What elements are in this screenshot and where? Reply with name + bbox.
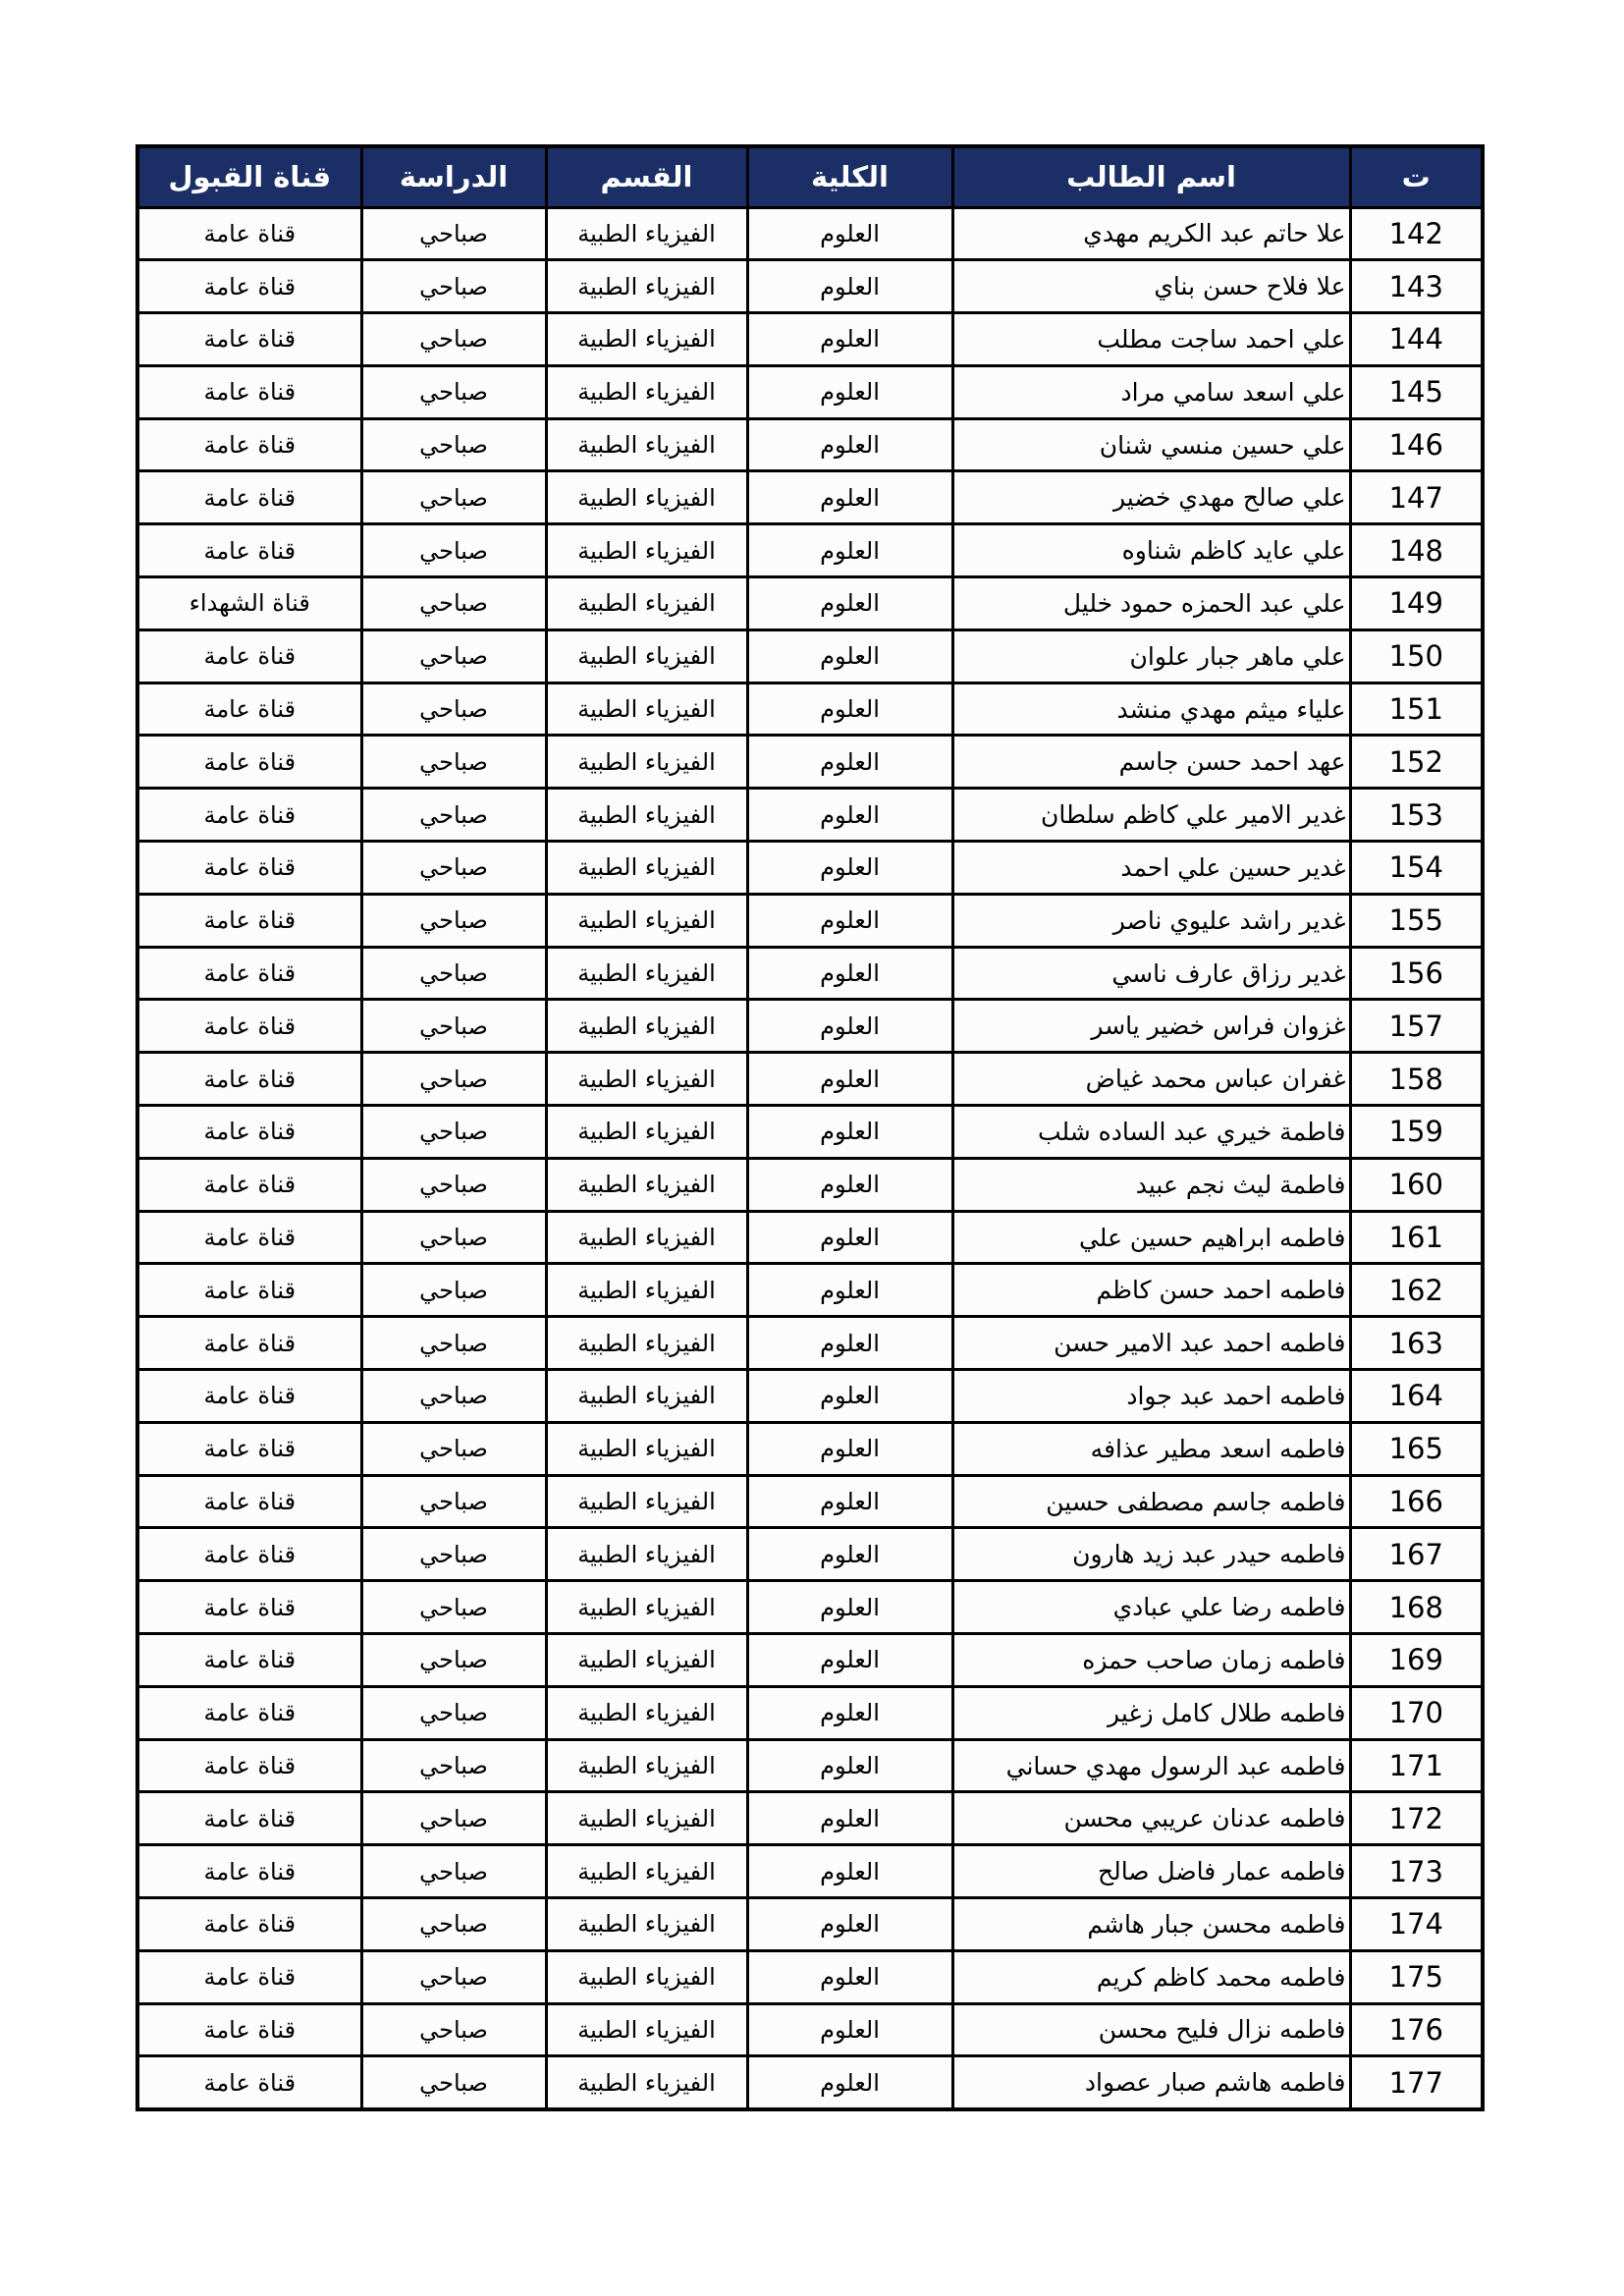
cell-college: العلوم [747, 1106, 952, 1159]
cell-index: 162 [1350, 1264, 1483, 1317]
table-row [137, 629, 1483, 683]
cell-student-name: فاطمه عدنان عريبي محسن [952, 1792, 1350, 1845]
cell-channel: قناة عامة [137, 471, 361, 524]
cell-student-name: غدير راشد عليوي ناصر [952, 894, 1350, 947]
cell-index: 161 [1350, 1211, 1483, 1264]
students-table [135, 144, 1485, 2111]
cell-index: 166 [1350, 1475, 1483, 1528]
cell-index: 159 [1350, 1106, 1483, 1159]
cell-college: العلوم [747, 1211, 952, 1264]
cell-channel: قناة عامة [137, 260, 361, 313]
cell-channel: قناة عامة [137, 1106, 361, 1159]
table-row [137, 313, 1483, 366]
cell-channel: قناة عامة [137, 894, 361, 947]
cell-index: 163 [1350, 1317, 1483, 1370]
header-cell-study: الدراسة [361, 146, 546, 207]
cell-student-name: علي صالح مهدي خضير [952, 471, 1350, 524]
cell-index: 143 [1350, 260, 1483, 313]
cell-study: صباحي [361, 260, 546, 313]
cell-index: 175 [1350, 1950, 1483, 2003]
table-row [137, 1634, 1483, 1687]
table-row [137, 365, 1483, 418]
cell-college: العلوم [747, 842, 952, 895]
cell-college: العلوم [747, 736, 952, 789]
cell-index: 149 [1350, 577, 1483, 630]
table-row [137, 1686, 1483, 1739]
cell-channel: قناة عامة [137, 1211, 361, 1264]
cell-student-name: فاطمه حيدر عبد زيد هارون [952, 1528, 1350, 1581]
cell-department: الفيزياء الطبية [546, 894, 747, 947]
cell-channel: قناة عامة [137, 1475, 361, 1528]
cell-student-name: فاطمه احمد عبد الامير حسن [952, 1317, 1350, 1370]
cell-study: صباحي [361, 683, 546, 736]
cell-college: العلوم [747, 418, 952, 471]
cell-department: الفيزياء الطبية [546, 1370, 747, 1423]
header-cell-department: القسم [546, 146, 747, 207]
cell-department: الفيزياء الطبية [546, 1739, 747, 1792]
cell-college: العلوم [747, 1898, 952, 1951]
cell-study: صباحي [361, 842, 546, 895]
cell-channel: قناة عامة [137, 1634, 361, 1687]
table-row [137, 1158, 1483, 1211]
table-row [137, 894, 1483, 947]
cell-index: 155 [1350, 894, 1483, 947]
cell-index: 148 [1350, 524, 1483, 577]
cell-department: الفيزياء الطبية [546, 313, 747, 366]
cell-study: صباحي [361, 1106, 546, 1159]
table-row [137, 683, 1483, 736]
header-cell-index: ت [1350, 146, 1483, 207]
cell-study: صباحي [361, 577, 546, 630]
cell-student-name: فاطمه نزال فليح محسن [952, 2003, 1350, 2056]
cell-student-name: علا فلاح حسن بناي [952, 260, 1350, 313]
cell-study: صباحي [361, 789, 546, 842]
cell-college: العلوم [747, 524, 952, 577]
table-row [137, 1422, 1483, 1475]
cell-department: الفيزياء الطبية [546, 683, 747, 736]
cell-index: 174 [1350, 1898, 1483, 1951]
cell-student-name: فاطمه عبد الرسول مهدي حساني [952, 1739, 1350, 1792]
cell-index: 157 [1350, 1000, 1483, 1053]
cell-college: العلوم [747, 1792, 952, 1845]
cell-index: 151 [1350, 683, 1483, 736]
cell-index: 147 [1350, 471, 1483, 524]
table-row [137, 2003, 1483, 2056]
cell-index: 164 [1350, 1370, 1483, 1423]
cell-study: صباحي [361, 1211, 546, 1264]
cell-channel: قناة عامة [137, 2003, 361, 2056]
cell-student-name: فاطمه محسن جبار هاشم [952, 1898, 1350, 1951]
cell-department: الفيزياء الطبية [546, 524, 747, 577]
cell-department: الفيزياء الطبية [546, 365, 747, 418]
table-row [137, 1370, 1483, 1423]
cell-study: صباحي [361, 365, 546, 418]
cell-study: صباحي [361, 1158, 546, 1211]
cell-channel: قناة الشهداء [137, 577, 361, 630]
cell-department: الفيزياء الطبية [546, 1634, 747, 1687]
cell-study: صباحي [361, 629, 546, 683]
table-row [137, 1264, 1483, 1317]
table-row [137, 260, 1483, 313]
cell-department: الفيزياء الطبية [546, 1422, 747, 1475]
cell-study: صباحي [361, 894, 546, 947]
cell-college: العلوم [747, 207, 952, 260]
cell-college: العلوم [747, 1634, 952, 1687]
cell-department: الفيزياء الطبية [546, 1845, 747, 1898]
cell-channel: قناة عامة [137, 2056, 361, 2109]
cell-department: الفيزياء الطبية [546, 947, 747, 1000]
cell-college: العلوم [747, 1317, 952, 1370]
cell-college: العلوم [747, 1475, 952, 1528]
cell-channel: قناة عامة [137, 947, 361, 1000]
cell-index: 153 [1350, 789, 1483, 842]
cell-student-name: علي عبد الحمزه حمود خليل [952, 577, 1350, 630]
cell-index: 167 [1350, 1528, 1483, 1581]
cell-study: صباحي [361, 1581, 546, 1634]
cell-study: صباحي [361, 947, 546, 1000]
cell-channel: قناة عامة [137, 207, 361, 260]
table-row [137, 471, 1483, 524]
cell-student-name: غدير حسين علي احمد [952, 842, 1350, 895]
table-row [137, 1106, 1483, 1159]
header-cell-channel: قناة القبول [137, 146, 361, 207]
table-row [137, 1053, 1483, 1106]
cell-index: 156 [1350, 947, 1483, 1000]
cell-student-name: غدير رزاق عارف ناسي [952, 947, 1350, 1000]
header-row [137, 146, 1483, 207]
cell-index: 154 [1350, 842, 1483, 895]
cell-index: 150 [1350, 629, 1483, 683]
table-row [137, 577, 1483, 630]
cell-student-name: غفران عباس محمد غياض [952, 1053, 1350, 1106]
cell-college: العلوم [747, 1950, 952, 2003]
cell-channel: قناة عامة [137, 524, 361, 577]
cell-channel: قناة عامة [137, 1792, 361, 1845]
cell-index: 160 [1350, 1158, 1483, 1211]
cell-channel: قناة عامة [137, 1898, 361, 1951]
table-row [137, 1211, 1483, 1264]
cell-channel: قناة عامة [137, 1950, 361, 2003]
cell-channel: قناة عامة [137, 1158, 361, 1211]
cell-college: العلوم [747, 1264, 952, 1317]
table-row [137, 1792, 1483, 1845]
table-row [137, 1528, 1483, 1581]
cell-college: العلوم [747, 1528, 952, 1581]
cell-student-name: غدير الامير علي كاظم سلطان [952, 789, 1350, 842]
cell-department: الفيزياء الطبية [546, 1158, 747, 1211]
cell-department: الفيزياء الطبية [546, 1317, 747, 1370]
cell-student-name: عهد احمد حسن جاسم [952, 736, 1350, 789]
header-cell-college: الكلية [747, 146, 952, 207]
cell-college: العلوم [747, 1053, 952, 1106]
cell-student-name: فاطمه طلال كامل زغير [952, 1686, 1350, 1739]
cell-department: الفيزياء الطبية [546, 1000, 747, 1053]
table-row [137, 1950, 1483, 2003]
cell-college: العلوم [747, 789, 952, 842]
cell-study: صباحي [361, 1898, 546, 1951]
header-cell-name: اسم الطالب [952, 146, 1350, 207]
cell-student-name: علا حاتم عبد الكريم مهدي [952, 207, 1350, 260]
cell-department: الفيزياء الطبية [546, 1950, 747, 2003]
cell-department: الفيزياء الطبية [546, 1053, 747, 1106]
cell-channel: قناة عامة [137, 1317, 361, 1370]
cell-index: 146 [1350, 418, 1483, 471]
cell-study: صباحي [361, 1792, 546, 1845]
table-row [137, 736, 1483, 789]
cell-index: 168 [1350, 1581, 1483, 1634]
cell-student-name: علي عايد كاظم شناوه [952, 524, 1350, 577]
table-row [137, 2056, 1483, 2109]
cell-department: الفيزياء الطبية [546, 471, 747, 524]
cell-student-name: فاطمه زمان صاحب حمزه [952, 1634, 1350, 1687]
cell-channel: قناة عامة [137, 1845, 361, 1898]
cell-channel: قناة عامة [137, 1053, 361, 1106]
cell-study: صباحي [361, 313, 546, 366]
cell-college: العلوم [747, 629, 952, 683]
cell-index: 152 [1350, 736, 1483, 789]
cell-department: الفيزياء الطبية [546, 736, 747, 789]
cell-college: العلوم [747, 1845, 952, 1898]
table-row [137, 1845, 1483, 1898]
cell-department: الفيزياء الطبية [546, 207, 747, 260]
table-row [137, 947, 1483, 1000]
cell-index: 165 [1350, 1422, 1483, 1475]
cell-channel: قناة عامة [137, 629, 361, 683]
cell-study: صباحي [361, 1422, 546, 1475]
cell-channel: قناة عامة [137, 842, 361, 895]
cell-department: الفيزياء الطبية [546, 260, 747, 313]
cell-channel: قناة عامة [137, 1528, 361, 1581]
cell-study: صباحي [361, 207, 546, 260]
cell-study: صباحي [361, 1264, 546, 1317]
cell-index: 169 [1350, 1634, 1483, 1687]
table-row [137, 1581, 1483, 1634]
cell-department: الفيزياء الطبية [546, 629, 747, 683]
cell-study: صباحي [361, 418, 546, 471]
cell-college: العلوم [747, 1686, 952, 1739]
cell-department: الفيزياء الطبية [546, 1792, 747, 1845]
cell-study: صباحي [361, 1634, 546, 1687]
cell-study: صباحي [361, 1053, 546, 1106]
table-row [137, 1898, 1483, 1951]
cell-channel: قناة عامة [137, 1000, 361, 1053]
cell-student-name: فاطمه احمد عبد جواد [952, 1370, 1350, 1423]
cell-college: العلوم [747, 683, 952, 736]
cell-study: صباحي [361, 1000, 546, 1053]
cell-college: العلوم [747, 471, 952, 524]
cell-channel: قناة عامة [137, 1422, 361, 1475]
cell-department: الفيزياء الطبية [546, 2056, 747, 2109]
cell-student-name: غزوان فراس خضير ياسر [952, 1000, 1350, 1053]
cell-college: العلوم [747, 313, 952, 366]
cell-channel: قناة عامة [137, 1581, 361, 1634]
cell-department: الفيزياء الطبية [546, 1581, 747, 1634]
cell-college: العلوم [747, 2056, 952, 2109]
cell-college: العلوم [747, 1581, 952, 1634]
cell-department: الفيزياء الطبية [546, 418, 747, 471]
cell-study: صباحي [361, 1528, 546, 1581]
cell-student-name: فاطمه هاشم صبار عصواد [952, 2056, 1350, 2109]
cell-department: الفيزياء الطبية [546, 1211, 747, 1264]
cell-index: 177 [1350, 2056, 1483, 2109]
cell-college: العلوم [747, 1739, 952, 1792]
cell-department: الفيزياء الطبية [546, 1686, 747, 1739]
cell-study: صباحي [361, 1475, 546, 1528]
cell-channel: قناة عامة [137, 365, 361, 418]
cell-channel: قناة عامة [137, 683, 361, 736]
table-row [137, 1739, 1483, 1792]
cell-college: العلوم [747, 1000, 952, 1053]
cell-study: صباحي [361, 736, 546, 789]
cell-channel: قناة عامة [137, 1739, 361, 1792]
cell-student-name: علي حسين منسي شنان [952, 418, 1350, 471]
cell-college: العلوم [747, 2003, 952, 2056]
cell-channel: قناة عامة [137, 418, 361, 471]
cell-channel: قناة عامة [137, 313, 361, 366]
cell-student-name: فاطمه عمار فاضل صالح [952, 1845, 1350, 1898]
cell-index: 171 [1350, 1739, 1483, 1792]
table-row [137, 1475, 1483, 1528]
cell-student-name: علي اسعد سامي مراد [952, 365, 1350, 418]
cell-index: 170 [1350, 1686, 1483, 1739]
cell-college: العلوم [747, 365, 952, 418]
cell-student-name: فاطمة خيري عبد الساده شلب [952, 1106, 1350, 1159]
cell-student-name: فاطمه محمد كاظم كريم [952, 1950, 1350, 2003]
cell-study: صباحي [361, 2056, 546, 2109]
cell-student-name: فاطمة ليث نجم عبيد [952, 1158, 1350, 1211]
cell-channel: قناة عامة [137, 789, 361, 842]
cell-department: الفيزياء الطبية [546, 1106, 747, 1159]
cell-college: العلوم [747, 577, 952, 630]
cell-college: العلوم [747, 894, 952, 947]
cell-college: العلوم [747, 1422, 952, 1475]
cell-channel: قناة عامة [137, 1264, 361, 1317]
cell-student-name: فاطمه ابراهيم حسين علي [952, 1211, 1350, 1264]
cell-department: الفيزياء الطبية [546, 789, 747, 842]
cell-department: الفيزياء الطبية [546, 1264, 747, 1317]
cell-student-name: علياء ميثم مهدي منشد [952, 683, 1350, 736]
cell-college: العلوم [747, 947, 952, 1000]
cell-department: الفيزياء الطبية [546, 1528, 747, 1581]
cell-study: صباحي [361, 471, 546, 524]
table-row [137, 207, 1483, 260]
cell-study: صباحي [361, 1317, 546, 1370]
cell-study: صباحي [361, 1686, 546, 1739]
cell-department: الفيزياء الطبية [546, 1475, 747, 1528]
cell-student-name: فاطمه احمد حسن كاظم [952, 1264, 1350, 1317]
cell-study: صباحي [361, 1950, 546, 2003]
cell-college: العلوم [747, 260, 952, 313]
cell-college: العلوم [747, 1158, 952, 1211]
cell-department: الفيزياء الطبية [546, 1898, 747, 1951]
cell-index: 176 [1350, 2003, 1483, 2056]
cell-study: صباحي [361, 1370, 546, 1423]
cell-study: صباحي [361, 1845, 546, 1898]
cell-index: 158 [1350, 1053, 1483, 1106]
cell-index: 172 [1350, 1792, 1483, 1845]
cell-channel: قناة عامة [137, 1686, 361, 1739]
cell-student-name: علي احمد ساجت مطلب [952, 313, 1350, 366]
cell-college: العلوم [747, 1370, 952, 1423]
cell-department: الفيزياء الطبية [546, 2003, 747, 2056]
cell-student-name: علي ماهر جبار علوان [952, 629, 1350, 683]
cell-department: الفيزياء الطبية [546, 842, 747, 895]
cell-channel: قناة عامة [137, 1370, 361, 1423]
table-row [137, 524, 1483, 577]
table-row [137, 842, 1483, 895]
cell-index: 144 [1350, 313, 1483, 366]
cell-index: 173 [1350, 1845, 1483, 1898]
cell-study: صباحي [361, 1739, 546, 1792]
cell-student-name: فاطمه اسعد مطير عذافه [952, 1422, 1350, 1475]
table-row [137, 789, 1483, 842]
cell-student-name: فاطمه جاسم مصطفى حسين [952, 1475, 1350, 1528]
cell-study: صباحي [361, 524, 546, 577]
cell-study: صباحي [361, 2003, 546, 2056]
table-row [137, 1000, 1483, 1053]
table-row [137, 418, 1483, 471]
cell-department: الفيزياء الطبية [546, 577, 747, 630]
cell-channel: قناة عامة [137, 736, 361, 789]
cell-index: 142 [1350, 207, 1483, 260]
cell-student-name: فاطمه رضا علي عبادي [952, 1581, 1350, 1634]
cell-index: 145 [1350, 365, 1483, 418]
table-row [137, 1317, 1483, 1370]
